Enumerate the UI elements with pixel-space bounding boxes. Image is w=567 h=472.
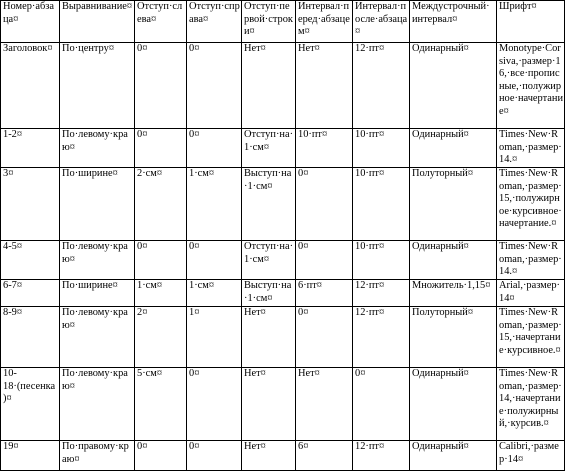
cell-indent-left: 0¤ <box>135 43 187 129</box>
header-indent-left: Отступ·слева¤ <box>135 1 187 43</box>
cell-paragraph-number: 3¤ <box>1 168 60 241</box>
cell-font: Monotype·Corsiva,·размер·16,·все·прописные,·полужирное·начертание¤ <box>497 43 565 129</box>
cell-line-spacing: Одинарный¤ <box>410 241 497 280</box>
cell-spacing-before: 0¤ <box>296 168 353 241</box>
cell-first-line-indent: Нет¤ <box>242 368 296 441</box>
header-font: Шрифт¤ <box>497 1 565 43</box>
table-row <box>1 168 565 241</box>
cell-font: Times·New·Roman,·размер·15,·начертание·курсивное.¤ <box>497 307 565 368</box>
cell-indent-left: 2·см¤ <box>135 168 187 241</box>
cell-paragraph-number: 1-2¤ <box>1 129 60 168</box>
cell-paragraph-number: Заголовок¤ <box>1 43 60 129</box>
cell-spacing-after: 12·пт¤ <box>353 441 410 471</box>
cell-indent-right: 0¤ <box>187 441 242 471</box>
table-row <box>1 307 565 368</box>
header-alignment: Выравнивание¤ <box>60 1 135 43</box>
cell-spacing-after: 12·пт¤ <box>353 307 410 368</box>
cell-indent-right: 0¤ <box>187 241 242 280</box>
table-row <box>1 441 565 471</box>
cell-font: Times·New·Roman,·размер·14,·начертание·полужирный,·курсив.¤ <box>497 368 565 441</box>
cell-spacing-before: 0¤ <box>296 307 353 368</box>
cell-spacing-before: 0¤ <box>296 241 353 280</box>
cell-spacing-after: 10·пт¤ <box>353 168 410 241</box>
cell-spacing-before: Нет¤ <box>296 368 353 441</box>
header-spacing-before: Интервал·перед·абзацем¤ <box>296 1 353 43</box>
cell-font: Times·New·Roman,·размер·15,·полужирное·курсивное·начертание.¤ <box>497 168 565 241</box>
cell-spacing-after: 10·пт¤ <box>353 241 410 280</box>
table-header <box>1 1 565 43</box>
cell-alignment: По·ширине¤ <box>60 280 135 307</box>
cell-spacing-after: 12·пт¤ <box>353 280 410 307</box>
cell-font: Times·New·Roman,·размер·14.¤ <box>497 241 565 280</box>
table-row <box>1 43 565 129</box>
cell-alignment: По·ширине¤ <box>60 168 135 241</box>
cell-line-spacing: Одинарный¤ <box>410 129 497 168</box>
table-row <box>1 241 565 280</box>
cell-paragraph-number: 4-5¤ <box>1 241 60 280</box>
table-body <box>1 43 565 471</box>
cell-font: Calibri,·размер·14¤ <box>497 441 565 471</box>
table-row <box>1 129 565 168</box>
cell-first-line-indent: Нет¤ <box>242 307 296 368</box>
cell-indent-left: 0¤ <box>135 129 187 168</box>
cell-paragraph-number: 19¤ <box>1 441 60 471</box>
cell-alignment: По·центру¤ <box>60 43 135 129</box>
cell-line-spacing: Одинарный¤ <box>410 43 497 129</box>
header-paragraph-number: Номер·абзаца¤ <box>1 1 60 43</box>
cell-alignment: По·левому·краю¤ <box>60 307 135 368</box>
cell-line-spacing: Множитель·1,15¤ <box>410 280 497 307</box>
cell-spacing-before: 6¤ <box>296 441 353 471</box>
cell-first-line-indent: Нет¤ <box>242 43 296 129</box>
header-indent-right: Отступ·справа¤ <box>187 1 242 43</box>
cell-indent-left: 2¤ <box>135 307 187 368</box>
cell-paragraph-number: 10-18·(песенка)¤ <box>1 368 60 441</box>
cell-indent-right: 1¤ <box>187 307 242 368</box>
cell-indent-right: 0¤ <box>187 129 242 168</box>
table-row <box>1 280 565 307</box>
cell-indent-left: 5·см¤ <box>135 368 187 441</box>
cell-indent-right: 0¤ <box>187 368 242 441</box>
cell-paragraph-number: 6-7¤ <box>1 280 60 307</box>
cell-first-line-indent: Отступ·на·1·см¤ <box>242 129 296 168</box>
cell-spacing-after: 0¤ <box>353 368 410 441</box>
cell-alignment: По·левому·краю¤ <box>60 368 135 441</box>
cell-line-spacing: Полуторный¤ <box>410 307 497 368</box>
cell-spacing-before: 6·пт¤ <box>296 280 353 307</box>
cell-indent-left: 0¤ <box>135 241 187 280</box>
cell-spacing-before: 10·пт¤ <box>296 129 353 168</box>
cell-indent-right: 1·см¤ <box>187 280 242 307</box>
cell-paragraph-number: 8-9¤ <box>1 307 60 368</box>
cell-spacing-before: Нет¤ <box>296 43 353 129</box>
cell-font: Times·New·Roman,·размер·14.¤ <box>497 129 565 168</box>
table-row <box>1 368 565 441</box>
cell-font: Arial,·размер·14¤ <box>497 280 565 307</box>
header-first-line-indent: Отступ·первой·строки¤ <box>242 1 296 43</box>
cell-first-line-indent: Выступ·на·1·см¤ <box>242 168 296 241</box>
cell-first-line-indent: Нет¤ <box>242 441 296 471</box>
cell-indent-left: 0¤ <box>135 441 187 471</box>
header-line-spacing: Междустрочный·интервал¤ <box>410 1 497 43</box>
cell-spacing-after: 10·пт¤ <box>353 129 410 168</box>
cell-indent-right: 1·см¤ <box>187 168 242 241</box>
cell-alignment: По·левому·краю¤ <box>60 241 135 280</box>
cell-spacing-after: 12·пт¤ <box>353 43 410 129</box>
header-row <box>1 1 565 43</box>
cell-line-spacing: Полуторный¤ <box>410 168 497 241</box>
cell-alignment: По·левому·краю¤ <box>60 129 135 168</box>
cell-first-line-indent: Выступ·на·1·см¤ <box>242 280 296 307</box>
header-spacing-after: Интервал·после·абзаца¤ <box>353 1 410 43</box>
cell-indent-left: 1·см¤ <box>135 280 187 307</box>
cell-indent-right: 0¤ <box>187 43 242 129</box>
cell-alignment: По·правому·краю¤ <box>60 441 135 471</box>
cell-first-line-indent: Отступ·на·1·см¤ <box>242 241 296 280</box>
cell-line-spacing: Одинарный¤ <box>410 368 497 441</box>
cell-line-spacing: Одинарный¤ <box>410 441 497 471</box>
